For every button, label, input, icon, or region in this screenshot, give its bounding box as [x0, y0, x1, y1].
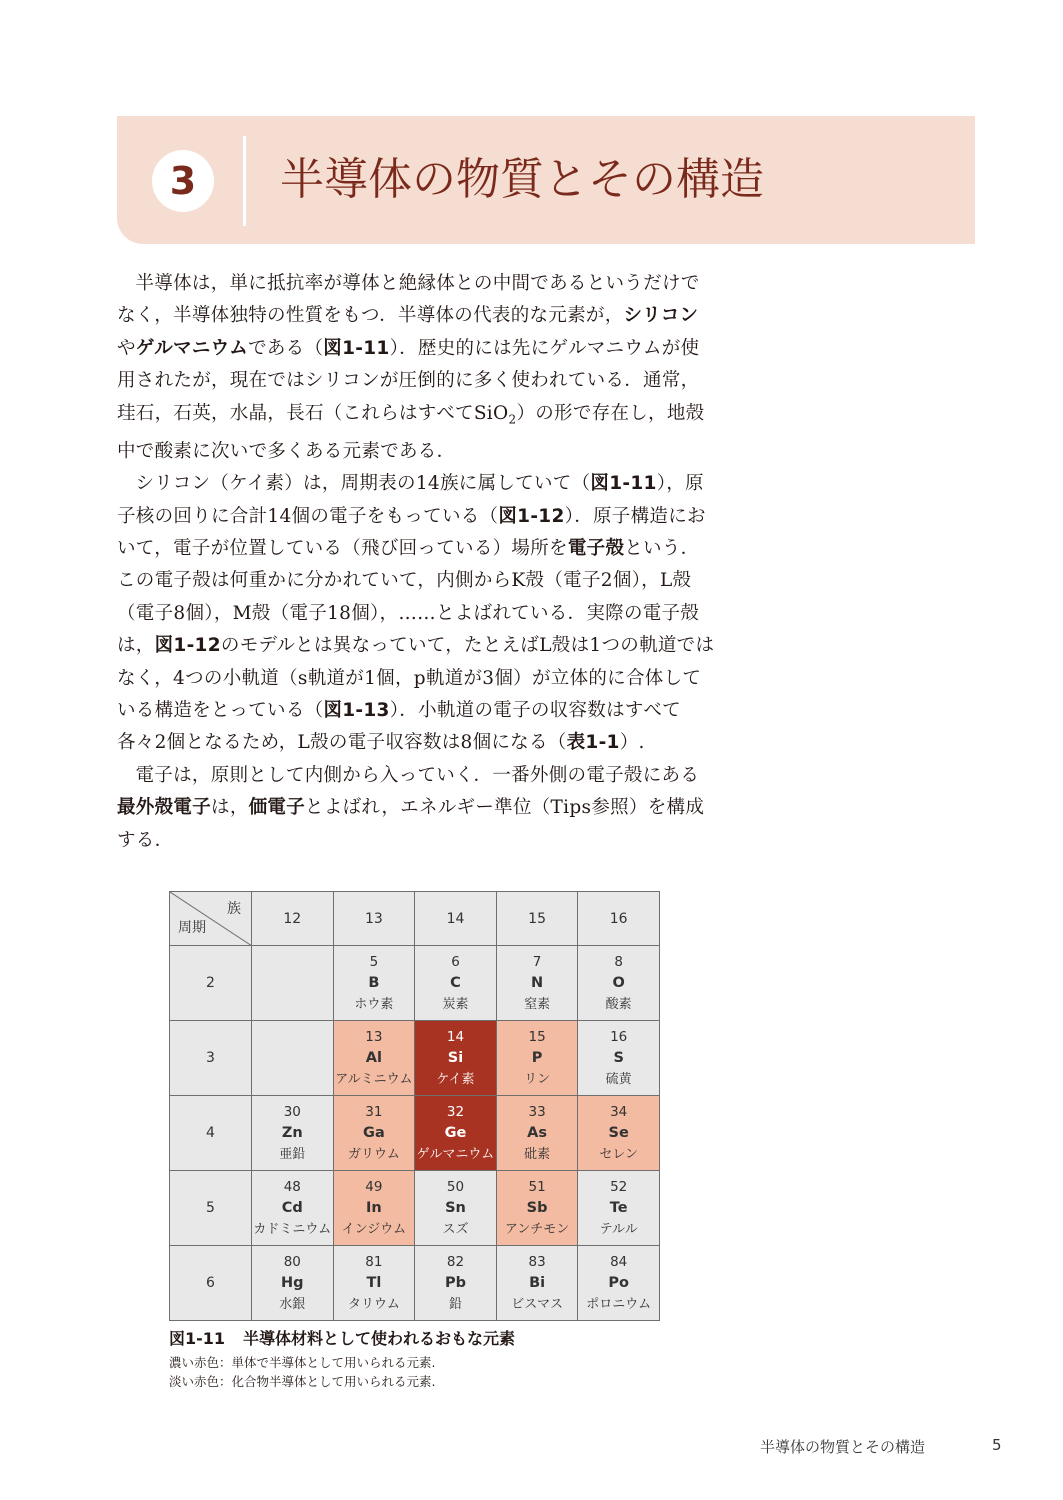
atomic-number: 52 [610, 1178, 628, 1195]
element-symbol: S [613, 1049, 624, 1066]
group-header: 14 [415, 892, 497, 946]
element-symbol: B [368, 974, 380, 991]
period-row [170, 1096, 660, 1171]
periodic-table-figure [169, 891, 660, 1321]
atomic-number: 5 [369, 953, 379, 970]
element-symbol: Zn [281, 1124, 303, 1141]
paragraph-1 [117, 268, 715, 468]
period-label: 6 [170, 1246, 252, 1321]
element-cell [578, 1246, 660, 1321]
table-ref: 表1-1 [566, 732, 620, 754]
period-row [170, 1021, 660, 1096]
element-name: 窒素 [524, 996, 551, 1012]
text-run: ）の形で存在し，地殻中で酸素に次いで多くある元素である． [117, 402, 705, 462]
element-symbol: O [612, 974, 625, 991]
period-label: 2 [170, 946, 252, 1021]
element-name: アルミニウム [335, 1071, 413, 1087]
text-run: という．この電子殻は何重かに分かれていて，内側からK殻（電子2個），L殻（電子8個），M殻（電子18個），……とよばれている．実際の電子殻は， [117, 537, 700, 657]
element-name: ゲルマニウム [416, 1146, 495, 1162]
text-run: である（ [248, 337, 324, 359]
atomic-number: 81 [365, 1253, 383, 1270]
element-cell [496, 1171, 578, 1246]
element-name: スズ [442, 1221, 469, 1237]
atomic-number: 80 [283, 1253, 301, 1270]
paragraph-3 [117, 760, 715, 857]
element-symbol: Al [365, 1049, 382, 1066]
corner-period-label: 周期 [178, 920, 206, 936]
element-cell [415, 1246, 497, 1321]
atomic-number: 16 [610, 1028, 628, 1045]
element-cell [415, 1021, 497, 1096]
element-name: ビスマス [511, 1296, 563, 1312]
element-cell [415, 1096, 497, 1171]
element-name: セレン [599, 1146, 639, 1162]
element-symbol: P [531, 1049, 543, 1066]
element-symbol: Pb [444, 1274, 466, 1291]
figure-ref: 図1-11 [590, 473, 657, 495]
atomic-number: 51 [528, 1178, 546, 1195]
element-cell [252, 1096, 334, 1171]
atomic-number: 50 [446, 1178, 465, 1195]
element-cell [333, 1246, 415, 1321]
text-run: ），原子核の回りに合計14個の電子をもっている（ [117, 473, 704, 527]
text-run: ）．歴史的には先にゲルマニウムが使用されたが，現在ではシリコンが圧倒的に多く使われている．通常，珪石，石英，水晶，長石（これらはすべてSiO [117, 337, 700, 424]
element-symbol: Hg [281, 1274, 304, 1291]
element-cell [252, 1171, 334, 1246]
caption-note-light: 淡い赤色：化合物半導体として用いられる元素. [169, 1374, 436, 1389]
element-name: ガリウム [347, 1146, 400, 1162]
element-name: 砒素 [524, 1146, 551, 1162]
atomic-number: 13 [365, 1028, 383, 1045]
text-run: とよばれ，エネルギー準位（Tips参照）を構成する． [117, 797, 705, 851]
element-cell [578, 946, 660, 1021]
element-symbol: Bi [529, 1274, 546, 1291]
element-cell [496, 946, 578, 1021]
figure-ref: 図1-12 [154, 635, 221, 657]
bold-term: 最外殻電子 [117, 797, 212, 819]
element-name: 鉛 [448, 1296, 462, 1312]
atomic-number: 33 [528, 1103, 546, 1120]
element-name: ホウ素 [354, 996, 394, 1012]
element-name: カドミニウム [253, 1221, 332, 1237]
caption-label: 図1-11 [169, 1329, 226, 1348]
element-symbol: In [366, 1199, 382, 1216]
atomic-number: 32 [446, 1103, 465, 1120]
period-label: 4 [170, 1096, 252, 1171]
atomic-number: 8 [614, 953, 623, 970]
element-cell [333, 1171, 415, 1246]
period-label: 5 [170, 1171, 252, 1246]
text-run: や [117, 337, 136, 359]
element-cell [415, 1171, 497, 1246]
empty-cell [252, 1021, 334, 1096]
element-name: 酸素 [605, 996, 632, 1012]
body-text [117, 268, 715, 857]
text-run: のモデルとは異なっていて，たとえばL殻は1つの軌道ではなく，4つの小軌道（s軌道が1個，p軌道が3個）が立体的に合体している構造をとっている（ [117, 635, 715, 721]
group-header: 15 [496, 892, 578, 946]
text-run: シリコン（ケイ素）は，周期表の14族に属していて（ [135, 473, 591, 495]
atomic-number: 82 [446, 1253, 465, 1270]
element-name: リン [524, 1071, 551, 1087]
period-row [170, 1246, 660, 1321]
element-name: ケイ素 [436, 1071, 475, 1087]
text-run: ）．原子構造において，電子が位置している（飛び回っている）場所を [117, 505, 706, 559]
group-header: 16 [578, 892, 660, 946]
page-number: 5 [992, 1436, 1002, 1454]
element-cell [333, 1021, 415, 1096]
header-divider [243, 136, 246, 226]
element-name: テルル [599, 1221, 638, 1237]
element-cell [496, 1021, 578, 1096]
atomic-number: 14 [446, 1028, 465, 1045]
element-name: アンチモン [504, 1221, 570, 1237]
element-symbol: Ga [363, 1124, 385, 1141]
text-run: ）. [619, 732, 645, 754]
figure-ref: 図1-13 [323, 699, 390, 721]
element-symbol: N [531, 974, 544, 991]
caption-title: 半導体材料として使われるおもな元素 [243, 1329, 516, 1348]
element-symbol: C [450, 974, 461, 991]
element-name: 硫黄 [605, 1071, 632, 1087]
element-symbol: Cd [281, 1199, 303, 1216]
element-symbol: Si [447, 1049, 464, 1066]
element-cell [496, 1096, 578, 1171]
element-cell [252, 1246, 334, 1321]
element-symbol: As [527, 1124, 547, 1141]
chapter-number: 3 [152, 150, 214, 212]
group-header: 13 [333, 892, 415, 946]
element-cell [333, 946, 415, 1021]
group-header-row [170, 892, 660, 946]
element-name: 炭素 [442, 996, 469, 1012]
text-run: ）．小軌道の電子の収容数はすべて各々2個となるため，L殻の電子収容数は8個になる（ [117, 699, 681, 754]
element-cell [578, 1096, 660, 1171]
element-cell [415, 946, 497, 1021]
period-row [170, 1171, 660, 1246]
element-cell [496, 1246, 578, 1321]
atomic-number: 48 [283, 1178, 301, 1195]
element-symbol: Te [609, 1199, 628, 1216]
period-row [170, 946, 660, 1021]
text-run: 半導体は，単に抵抗率が導体と絶縁体との中間であるというだけでなく，半導体独特の性質をもつ．半導体の代表的な元素が， [117, 273, 700, 327]
element-name: ポロニウム [586, 1296, 652, 1312]
element-cell [578, 1021, 660, 1096]
element-symbol: Ge [444, 1124, 467, 1141]
corner-group-label: 族 [227, 901, 241, 917]
element-symbol: Tl [366, 1274, 382, 1291]
bold-term: シリコン [623, 305, 699, 327]
text-run: は， [211, 797, 249, 819]
figure-ref: 図1-11 [323, 337, 390, 359]
atomic-number: 49 [365, 1178, 383, 1195]
chapter-title: 半導体の物質とその構造 [280, 154, 764, 205]
bold-term: 電子殻 [567, 537, 625, 559]
group-header: 12 [252, 892, 334, 946]
bold-term: 価電子 [248, 797, 306, 819]
figure-ref: 図1-12 [498, 505, 565, 527]
paragraph-2 [117, 468, 715, 760]
atomic-number: 6 [451, 953, 460, 970]
atomic-number: 34 [610, 1103, 628, 1120]
element-symbol: Se [608, 1124, 629, 1141]
text-run: 電子は，原則として内側から入っていく．一番外側の電子殻にある [135, 764, 700, 786]
element-symbol: Po [608, 1274, 629, 1291]
atomic-number: 7 [532, 953, 542, 970]
running-title: 半導体の物質とその構造 [760, 1438, 926, 1456]
bold-term: ゲルマニウム [135, 337, 249, 359]
subscript: 2 [508, 412, 517, 427]
atomic-number: 15 [528, 1028, 546, 1045]
element-name: 水銀 [279, 1296, 306, 1312]
empty-cell [252, 946, 334, 1021]
element-name: インジウム [341, 1221, 407, 1237]
element-cell [333, 1096, 415, 1171]
table-corner [170, 892, 252, 946]
element-name: タリウム [347, 1296, 400, 1312]
element-cell [578, 1171, 660, 1246]
atomic-number: 31 [365, 1103, 383, 1120]
element-name: 亜鉛 [279, 1146, 306, 1162]
figure-caption [169, 1326, 515, 1349]
element-symbol: Sb [526, 1199, 548, 1216]
period-label: 3 [170, 1021, 252, 1096]
caption-note-dark: 濃い赤色：単体で半導体として用いられる元素. [169, 1355, 436, 1370]
atomic-number: 83 [528, 1253, 546, 1270]
atomic-number: 30 [283, 1103, 301, 1120]
atomic-number: 84 [610, 1253, 628, 1270]
element-symbol: Sn [445, 1199, 466, 1216]
